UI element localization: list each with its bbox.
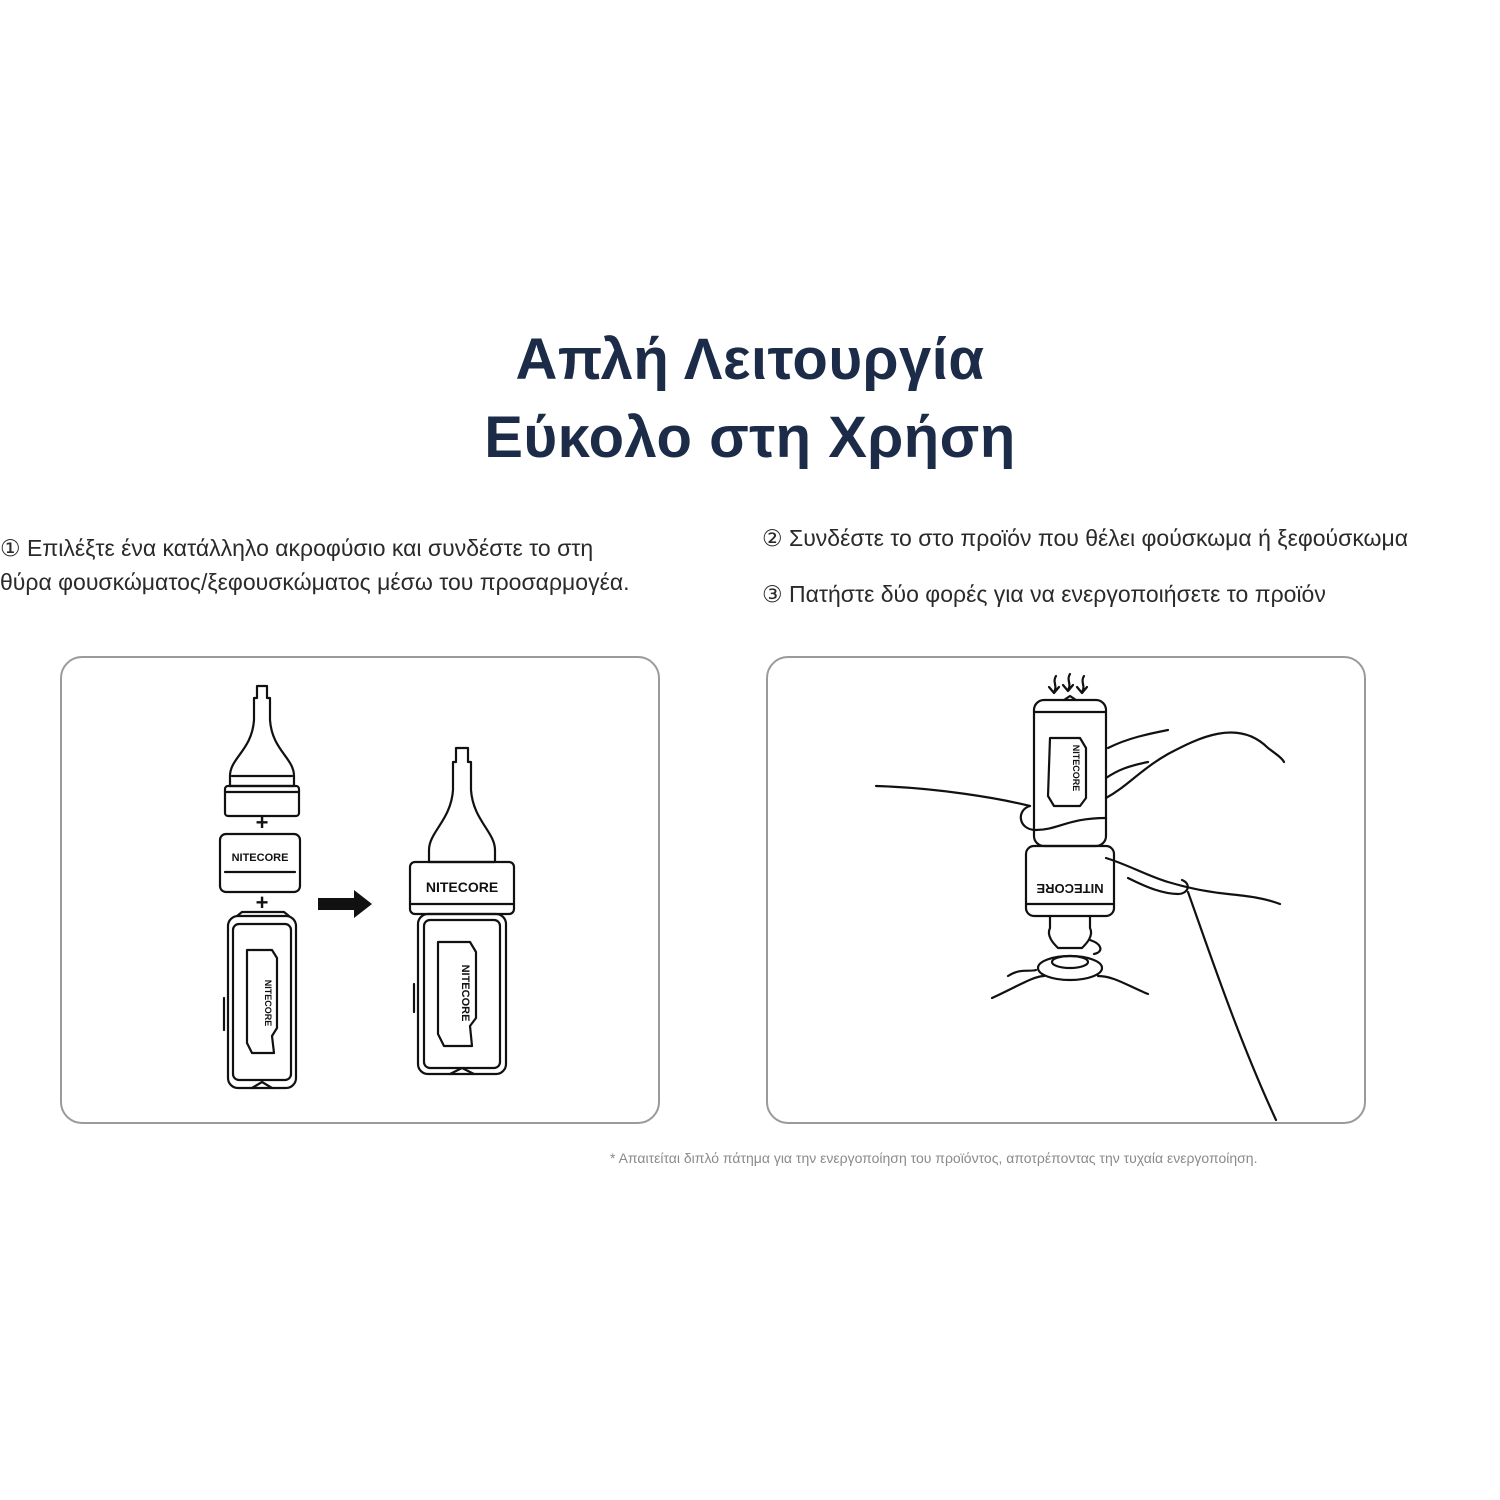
step-2-number: ② [762,526,783,552]
adapter-brand-label: NITECORE [231,852,289,864]
nozzle-icon [225,686,299,816]
page-title-line-2: Εύκολο στη Χρήση [484,405,1016,470]
adapter-icon [220,834,300,892]
assembled-brand-label: NITECORE [425,879,499,895]
press-down-arrows-icon [1049,674,1087,693]
right-arrow-icon [318,890,372,918]
usage-illustration-panel [766,656,1366,1124]
pump-adapter-brand-label: NITECORE [1036,881,1104,896]
step-3 [762,578,1500,612]
assembled-body-brand-label: NITECORE [459,964,471,1022]
assembly-illustration [62,658,658,1122]
step-2-text: Συνδέστε το στο προϊόν που θέλει φούσκωμα ή ξεφούσκωμα [789,525,1409,551]
step-2 [762,522,1500,556]
step-1-text: Επιλέξτε ένα κατάλληλο ακροφύσιο και συνδέστε το στη θύρα φουσκώματος/ξεφουσκώματος μέσω του προσαρμογέα. [0,535,630,595]
pump-body-icon [224,912,296,1088]
page-title-line-1: Απλή Λειτουργία [515,327,985,392]
pump-top-brand-label: NITECORE [1071,744,1081,792]
step-3-number: ③ [762,582,783,608]
step-1-number: ① [0,536,21,562]
footnote: * Απαιτείται διπλό πάτημα για την ενεργοποίηση του προϊόντος, αποτρέποντας την τυχαία ενεργοποίηση. [610,1150,1258,1166]
pump-brand-label: NITECORE [263,979,273,1027]
pump-adapter-icon [992,846,1148,998]
plus-sign-2: + [255,890,269,915]
assembled-pump-icon [410,748,514,1074]
assembly-illustration-panel [60,656,660,1124]
step-3-text: Πατήστε δύο φορές για να ενεργοποιήσετε το προϊόν [789,581,1326,607]
plus-sign-1: + [255,810,269,835]
usage-illustration [768,658,1364,1122]
step-1 [0,532,650,599]
